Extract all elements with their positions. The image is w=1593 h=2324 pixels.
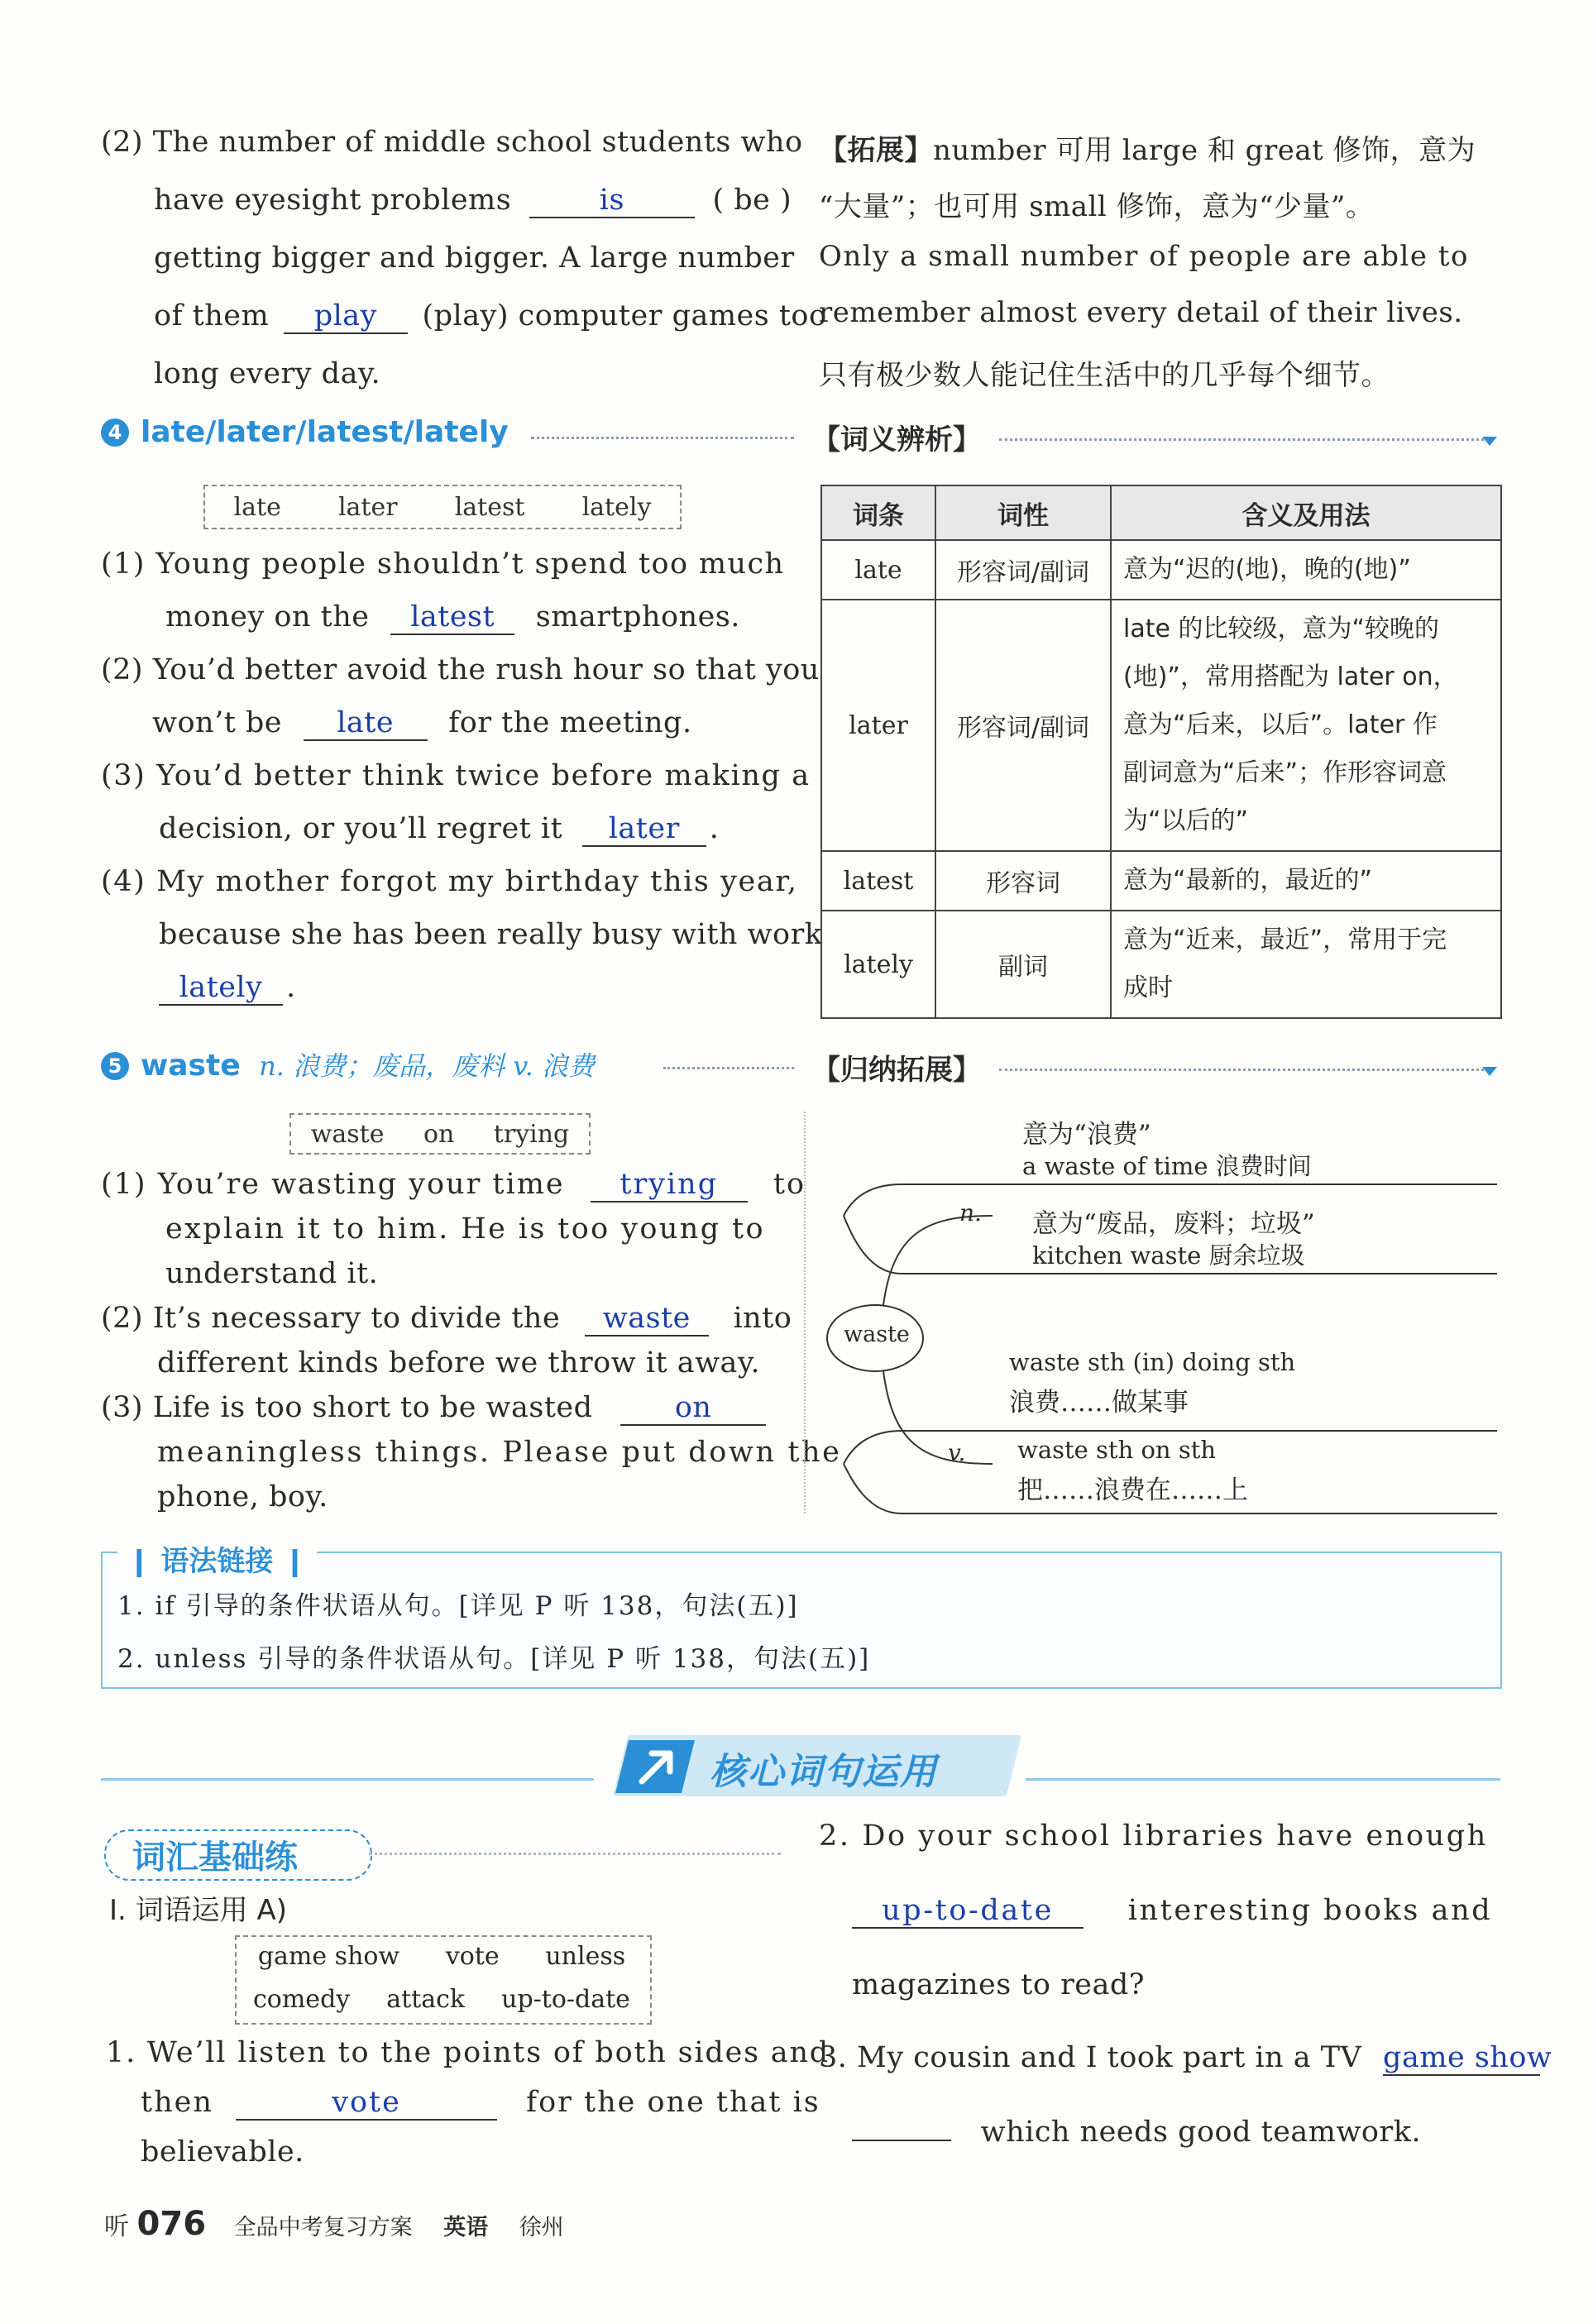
mind-map-n1-a: 意为“浪费”	[1022, 1120, 1151, 1150]
v-q2-line1: 2. Do your school libraries have enough	[819, 1820, 1488, 1853]
table-row	[821, 600, 1501, 851]
s4-q4-line1: (4) My mother forgot my birthday this year,	[101, 865, 798, 898]
v-q1-line3: believable.	[141, 2135, 304, 2169]
s5-q1-text: (1) You’re wasting your time	[101, 1168, 565, 1201]
divider	[369, 1853, 781, 1855]
q2-line2-hint: ( be )	[712, 184, 792, 217]
divider	[663, 1067, 794, 1069]
section4-heading: late/later/latest/lately	[141, 415, 509, 449]
word-bank-item: unless	[545, 1942, 626, 1971]
bar-icon: ❙	[283, 1545, 307, 1578]
s5-q2-line1	[101, 1302, 792, 1337]
word-bank-item: later	[337, 492, 398, 522]
mind-map-v1-b: 浪费……做某事	[1009, 1388, 1189, 1418]
mind-map-v1-a: waste sth (in) doing sth	[1009, 1348, 1296, 1376]
extension-line2: “大量”；也可用 small 修饰，意为“少量”。	[819, 190, 1375, 223]
bar-icon: ❙	[127, 1545, 151, 1578]
word-bank-5	[289, 1113, 591, 1155]
section5-title	[101, 1045, 595, 1083]
q2-line4-text: of them	[154, 299, 270, 332]
s4-q1-text: money on the	[165, 600, 370, 634]
answer-blank[interactable]: trying	[591, 1168, 748, 1203]
word-bank-item: up-to-date	[501, 1985, 630, 2014]
mind-map-n2-b: kitchen waste 厨余垃圾	[1032, 1241, 1305, 1270]
table-cell-word: lately	[821, 911, 935, 1018]
word-bank-row	[235, 1942, 648, 1971]
v-q2-tail: interesting books and	[1127, 1894, 1493, 1927]
chevron-down-icon	[1482, 1067, 1497, 1076]
s5-q1-line2: explain it to him. He is too young to	[165, 1212, 765, 1246]
word-bank-item: vote	[445, 1942, 500, 1971]
answer-blank[interactable]: late	[304, 706, 428, 741]
divider	[999, 1069, 1484, 1071]
answer-blank[interactable]: lately	[159, 971, 283, 1006]
table-row	[821, 540, 1501, 600]
v-q3-line1	[819, 2041, 1552, 2076]
s4-q2-tail: for the meeting.	[448, 706, 692, 739]
v-q1-line1: 1. We’ll listen to the points of both sides and	[106, 2036, 830, 2069]
mind-map-n-label: n.	[959, 1199, 982, 1227]
grammar-link-title	[117, 1538, 317, 1579]
table-row	[821, 911, 1501, 1018]
table-cell-meaning	[1111, 600, 1501, 851]
v-q3-tail: which needs good teamwork.	[980, 2116, 1422, 2149]
s4-q1-tail: smartphones.	[535, 600, 740, 634]
table-header: 词性	[935, 485, 1111, 540]
answer-blank[interactable]: latest	[390, 600, 514, 635]
s4-q2-line2	[152, 706, 692, 741]
answer-blank[interactable]: game show	[1383, 2041, 1552, 2074]
mind-map-v2-b: 把……浪费在……上	[1017, 1475, 1248, 1505]
mind-map-v2-a: waste sth on sth	[1017, 1436, 1217, 1464]
v-q1-line2	[141, 2086, 820, 2121]
answer-blank-empty[interactable]	[852, 2140, 951, 2141]
word-bank-item: lately	[581, 492, 652, 522]
word-bank-item: comedy	[253, 1985, 351, 2014]
section4-title	[101, 415, 509, 449]
divider	[531, 437, 794, 439]
branch-n	[883, 1216, 993, 1305]
v-q2-line2	[852, 1894, 1492, 1929]
answer-blank[interactable]: on	[620, 1391, 766, 1426]
table-row	[821, 851, 1501, 911]
word-bank-row	[235, 1985, 648, 2014]
table-header-row	[821, 485, 1501, 540]
grammar-item[interactable]: 2. unless 引导的条件状语从句。[详见 P 听 138，句法(五)]	[117, 1644, 871, 1674]
answer-blank[interactable]: up-to-date	[852, 1894, 1084, 1929]
answer-blank[interactable]: waste	[585, 1302, 709, 1337]
s5-q2-line2: different kinds before we throw it away.	[157, 1346, 761, 1380]
s4-q1-line1: (1) Young people shouldn’t spend too much	[101, 548, 785, 581]
s5-q3-line2: meaningless things. Please put down the	[157, 1436, 842, 1469]
v-q3-line2	[852, 2116, 1421, 2149]
extension-line3: Only a small number of people are able to	[819, 240, 1469, 273]
meaning-line: 意为“近来，最近”，常用于完	[1123, 925, 1447, 954]
page-number: 076	[136, 2205, 207, 2243]
word-analysis-table	[820, 485, 1502, 1019]
grammar-link-title-text: 语法链接	[160, 1545, 274, 1578]
extension-line1	[819, 127, 1476, 168]
table-cell-pos: 形容词	[935, 851, 1111, 911]
footer-prefix: 听	[104, 2212, 129, 2241]
word-bank-item: late	[233, 492, 281, 522]
table-cell-pos: 形容词/副词	[935, 600, 1111, 851]
section5-subtitle: n. 浪费；废品，废料 v. 浪费	[259, 1050, 595, 1082]
meaning-line: 成时	[1123, 973, 1173, 1002]
table-cell-word: late	[821, 540, 935, 600]
table-cell-word: later	[821, 600, 935, 851]
meaning-line: 副词意为“后来”；作形容词意	[1123, 758, 1447, 787]
q2-line5: long every day.	[154, 357, 381, 390]
part-heading: Ⅰ. 词语运用 A)	[109, 1894, 287, 1927]
table-header: 含义及用法	[1111, 485, 1501, 540]
q2-line1: (2) The number of middle school students who	[101, 126, 803, 159]
answer-blank[interactable]: vote	[236, 2086, 497, 2121]
s4-q1-line2	[165, 600, 740, 635]
word-bank-item: latest	[454, 492, 525, 522]
mind-map-n2-a: 意为“废品，废料；垃圾”	[1032, 1209, 1315, 1239]
v-q1-text: then	[141, 2086, 213, 2119]
extension-label: 【拓展】	[819, 134, 933, 167]
banner-title: 核心词句运用	[710, 1751, 938, 1793]
branch-v	[883, 1371, 993, 1464]
s5-q3-line3: phone, boy.	[157, 1480, 328, 1513]
s4-q2-text: won’t be	[152, 706, 283, 739]
v-q2-line3: magazines to read?	[852, 1968, 1146, 2001]
s4-q4-tail: .	[286, 971, 296, 1004]
summary-title: 【归纳拓展】	[812, 1054, 981, 1087]
word-bank-item: trying	[493, 1119, 570, 1149]
s4-q3-line1: (3) You’d better think twice before making a	[101, 759, 811, 792]
s5-q1-tail: to	[773, 1168, 806, 1201]
table-cell-meaning: 意为“最新的，最近的”	[1111, 851, 1501, 911]
s4-q3-tail: .	[709, 812, 720, 845]
banner-line-left	[101, 1778, 594, 1781]
table-cell-word: latest	[821, 851, 935, 911]
table-cell-meaning: 意为“迟的(地)，晚的(地)”	[1111, 540, 1501, 600]
s5-q1-line3: understand it.	[165, 1257, 379, 1290]
grammar-item[interactable]: 1. if 引导的条件状语从句。[详见 P 听 138，句法(五)]	[117, 1591, 799, 1621]
meaning-line: 为“以后的”	[1123, 806, 1249, 835]
answer-blank[interactable]: later	[582, 812, 706, 847]
subject-label: 英语	[443, 2215, 489, 2240]
q2-line4	[154, 299, 827, 334]
s4-q2-line1: (2) You’d better avoid the rush hour so that you	[101, 653, 820, 686]
mind-map-center: waste	[844, 1322, 910, 1347]
table-header: 词条	[821, 485, 935, 540]
table-cell-pos: 形容词/副词	[935, 540, 1111, 600]
table-cell-meaning	[1111, 911, 1501, 1018]
v-q3-text: 3. My cousin and I took part in a TV	[819, 2041, 1362, 2074]
q2-line4-hint: (play) computer games too	[422, 299, 827, 332]
s4-q3-line2	[159, 812, 719, 847]
meaning-line: 意为“后来，以后”。later 作	[1123, 710, 1438, 739]
answer-blank[interactable]: is	[529, 184, 695, 218]
table-cell-pos: 副词	[935, 911, 1111, 1018]
s4-q4-line3	[159, 971, 296, 1006]
section5-number: 5	[101, 1052, 129, 1080]
q2-line2-text: have eyesight problems	[154, 184, 512, 217]
word-bank-item: attack	[386, 1985, 466, 2014]
word-bank-item: on	[423, 1119, 455, 1149]
answer-blank[interactable]: play	[284, 299, 408, 334]
mind-map-n1-b: a waste of time 浪费时间	[1022, 1152, 1312, 1180]
s5-q2-tail: into	[733, 1302, 792, 1335]
banner-line-right	[1026, 1778, 1500, 1781]
word-analysis-title: 【词义辨析】	[812, 423, 981, 457]
s4-q4-line2: because she has been really busy with work	[159, 918, 823, 951]
meaning-line: (地)”，常用搭配为 later on，	[1123, 662, 1458, 691]
extension-line4: remember almost every detail of their lives.	[819, 296, 1463, 329]
s4-q3-text: decision, or you’ll regret it	[159, 812, 563, 845]
q2-line3: getting bigger and bigger. A large number	[154, 241, 795, 275]
s5-q3-text: (3) Life is too short to be wasted	[101, 1391, 593, 1424]
s5-q1-line1	[101, 1168, 806, 1203]
extension-text: number 可用 large 和 great 修饰，意为	[933, 134, 1476, 167]
s5-q3-line1	[101, 1391, 766, 1426]
column-divider	[804, 1112, 806, 1513]
s5-q2-text: (2) It’s necessary to divide the	[101, 1302, 561, 1335]
divider	[999, 438, 1484, 441]
arrow-up-right-icon	[635, 1747, 678, 1786]
v-q1-tail: for the one that is	[526, 2086, 820, 2119]
q2-line2	[154, 184, 792, 218]
footer	[104, 2205, 564, 2243]
meaning-line: late 的比较级，意为“较晚的	[1123, 614, 1440, 643]
extension-line5: 只有极少数人能记住生活中的几乎每个细节。	[819, 359, 1390, 392]
word-bank-4	[203, 485, 682, 529]
mind-map-v-label: v.	[948, 1439, 966, 1466]
vocab-practice-title: 词汇基础练	[132, 1839, 298, 1877]
section4-number: 4	[101, 418, 129, 447]
book-title: 全品中考复习方案	[233, 2215, 413, 2240]
region-label: 徐州	[519, 2215, 564, 2240]
chevron-down-icon	[1482, 437, 1497, 446]
word-bank-item: waste	[310, 1119, 385, 1149]
section5-heading: waste	[141, 1049, 241, 1083]
word-bank-item: game show	[257, 1942, 400, 1971]
